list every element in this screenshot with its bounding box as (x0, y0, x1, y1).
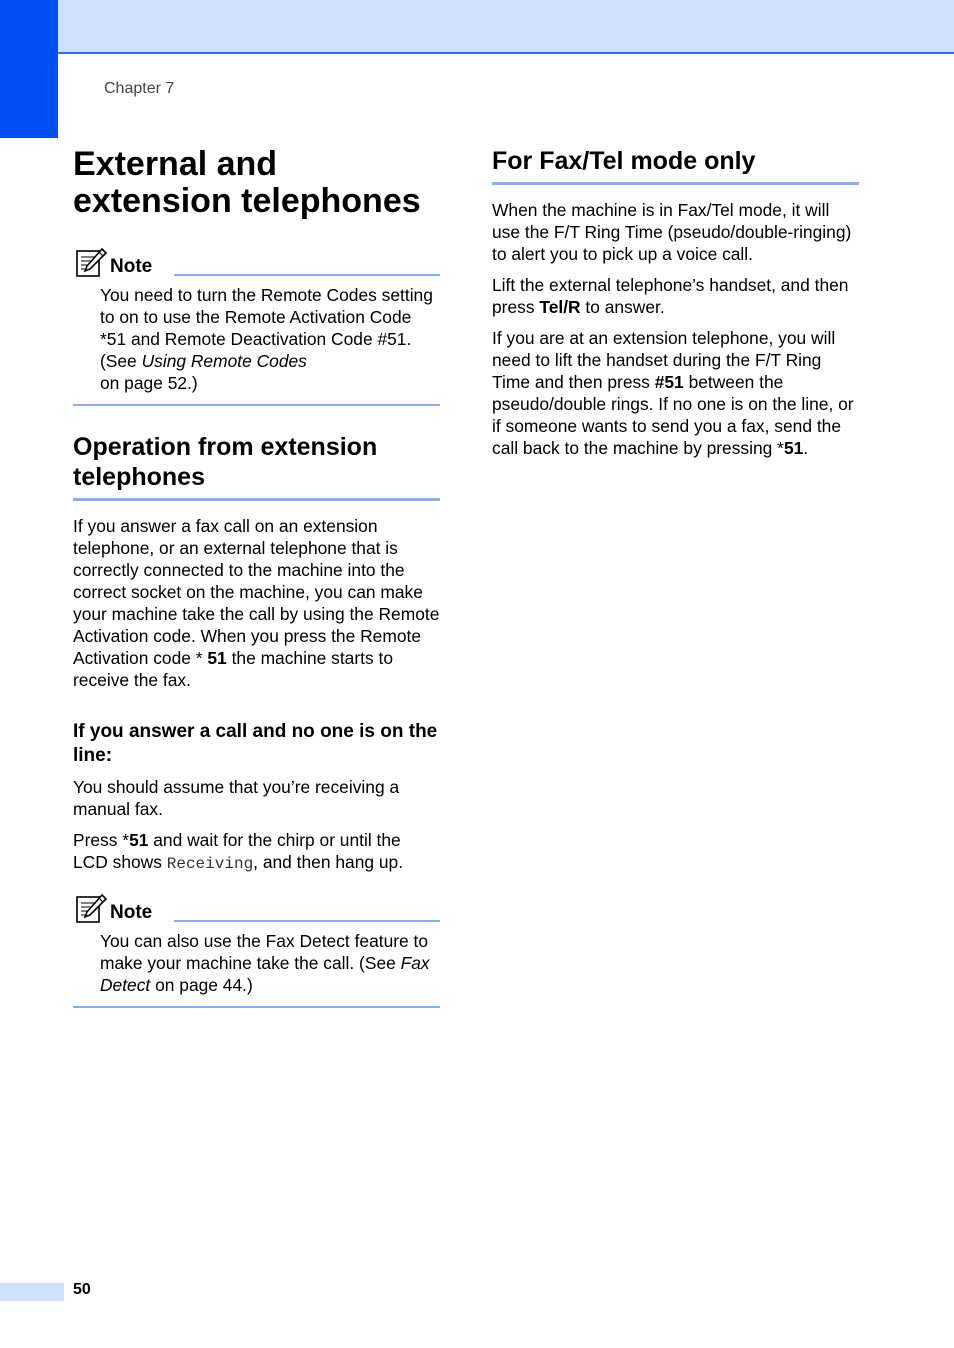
note-divider (174, 274, 440, 276)
note-divider (174, 920, 440, 922)
lcd-text: Receiving (166, 855, 254, 873)
left-column (73, 146, 440, 1008)
note-box (73, 244, 440, 406)
header-band (0, 0, 954, 54)
section-heading-extension: Operation from extension telephones (73, 432, 440, 501)
section-paragraph: If you answer a fax call on an extension telephone, or an external telephone that is correctly connected to the machine into the correct socket on the machine, you can make your machine take the call by using the Remote Activation code. When you press the Remote Activation code * 51 the machine starts to receive the fax. (73, 516, 440, 690)
subsection-paragraph-1: You should assume that you’re receiving a manual fax. (73, 777, 400, 819)
note-header (73, 890, 440, 924)
note-link[interactable]: Fax Detect (100, 953, 430, 995)
note-body (100, 930, 440, 996)
note-pencil-icon (75, 892, 107, 924)
note-box-2 (73, 890, 440, 1008)
note-pencil-icon (75, 246, 107, 278)
note-text: You need to turn the Remote Codes setting to on to use the Remote Activation Code *51 and Remote Deactivation Code #51. (See Using Remote Codes on page 52.) (100, 285, 433, 393)
page-title: External and extension telephones (73, 145, 421, 220)
note-label: Note (110, 256, 153, 277)
faxtel-paragraph-2: Lift the external telephone’s handset, and then press Tel/R to answer. (492, 275, 849, 317)
subsection-paragraph-2: Press *51 and wait for the chirp or until the LCD shows Receiving, and then hang up. (73, 830, 404, 873)
note-link[interactable]: Using Remote Codes (141, 351, 307, 371)
note-label: Note (110, 902, 153, 923)
faxtel-paragraph-3: If you are at an extension telephone, you will need to lift the handset during the F/T Ring Time and then press #51 between the pseudo/double rings. If no one is on the line, or if someone wants to send you a fax, send the call back to the machine by pressing *51. (492, 328, 854, 458)
note-header (73, 244, 440, 278)
note-text: You can also use the Fax Detect feature to make your machine take the call. (See Fax Detect on page 44.) (100, 931, 430, 995)
right-column (492, 146, 859, 468)
chapter-label: Chapter 7 (104, 80, 175, 97)
page-number-tab (0, 1283, 64, 1301)
section-heading-faxtel: For Fax/Tel mode only (492, 146, 859, 185)
note-body (100, 284, 440, 394)
subsection-heading: If you answer a call and no one is on the line: (73, 721, 438, 766)
faxtel-paragraph-1: When the machine is in Fax/Tel mode, it will use the F/T Ring Time (pseudo/double-ringing) to alert you to pick up a voice call. (492, 200, 852, 264)
page-number: 50 (73, 1281, 91, 1298)
chapter-tab (0, 0, 58, 138)
